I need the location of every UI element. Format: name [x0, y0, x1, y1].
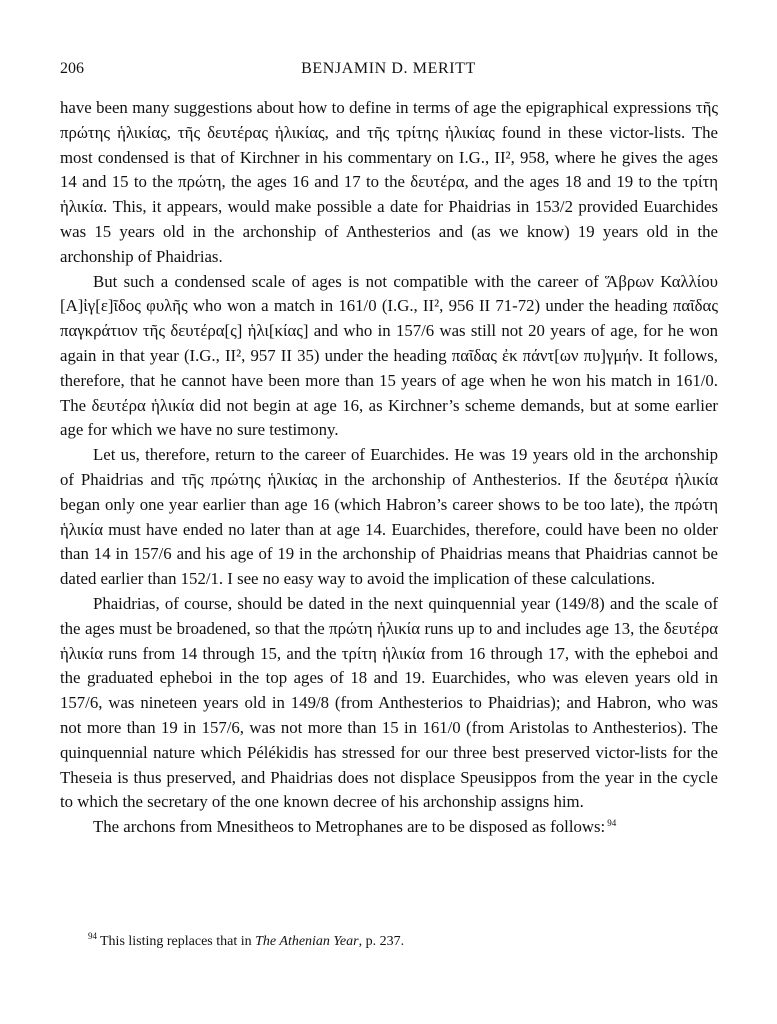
running-header [60, 60, 717, 84]
footnote [88, 931, 405, 950]
paragraph: But such a condensed scale of ages is not compatible with the career of Ἅβρων Καλλίου [Α]ἰγ[ε]ῖδος φυλῆς who won a match in 161/0 (I.G., II², 956 II 71-72) under the heading παῖδας παγκράτιον τῆς δευτέρα[ς] ἡλι[κίας] and who in 157/6 was still not 20 years of age, for he won again in that year (I.G., II², 957 II 35) under the heading παῖδας ἐκ πάντ[ων πυ]γμήν. It follows, therefore, that he cannot have been more than 15 years of age when he won his match in 161/0. The δευτέρα ἡλικία did not begin at age 16, as Kirchner’s scheme demands, but at some earlier age for which we have no sure testimony. [60, 271, 718, 440]
footnote-marker[interactable]: 94 [607, 817, 617, 828]
footnote-cited-title: The Athenian Year [255, 934, 359, 949]
footnote-text-before: This listing replaces that in [100, 934, 256, 949]
paragraph: have been many suggestions about how to define in terms of age the epigraphical expressions τῆς πρώτης ἡλικίας, τῆς δευτέρας ἡλικίας, and τῆς τρίτης ἡλικίας found in these victor-lists. The most condensed is that of Kirchner in his commentary on I.G., II², 958, where he gives the ages 14 and 15 to the πρώτη, the ages 16 and 17 to the δευτέρα, and the ages 18 and 19 to the τρίτη ἡλικία. This, it appears, would make possible a date for Phaidrias in 153/2 provided Euarchides was 15 years old in the archonship of Anthesterios and (as we know) 19 years old in the archonship of Phaidrias. [60, 98, 718, 266]
running-head-author: BENJAMIN D. MERITT [301, 60, 476, 77]
footnote-number: 94 [88, 931, 97, 942]
body-text [60, 96, 718, 840]
paragraph: Let us, therefore, return to the career of Euarchides. He was 19 years old in the archonship of Phaidrias and τῆς πρώτης ἡλικίας in the archonship of Anthesterios. If the δευτέρα ἡλικία began only one year earlier than age 16 (which Habron’s career shows to be too late), the πρώτη ἡλικία must have ended no later than at age 14. Euarchides, therefore, could have been no older than 14 in 157/6 and his age of 19 in the archonship of Phaidrias means that Phaidrias cannot be dated earlier than 152/1. I see no easy way to avoid the implication of these calculations. [60, 445, 718, 589]
paragraph-text: The archons from Mnesitheos to Metrophanes are to be disposed as follows: [93, 817, 606, 837]
paragraph: Phaidrias, of course, should be dated in the next quinquennial year (149/8) and the scale of the ages must be broadened, so that the πρώτη ἡλικία runs up to and includes age 13, the δευτέρα ἡλικία runs from 14 through 15, and the τρίτη ἡλικία from 16 through 17, with the epheboi and the graduated epheboi in the top ages of 18 and 19. Euarchides, who was eleven years old in 157/6, was nineteen years old in 149/8 (from Anthesterios to Phaidrias); and Habron, who was not more than 19 in 157/6, was not more than 15 in 161/0 (from Aristolas to Anthesterios). The quinquennial nature which Pélékidis has stressed for our three best preserved victor-lists for the Theseia is thus preserved, and Phaidrias does not displace Speusippos from the year in the cycle to which the secretary of the one known decree of his archonship assigns him. [60, 593, 718, 812]
page-number: 206 [60, 60, 84, 77]
footnote-text-after: , p. 237. [358, 934, 405, 949]
paragraph-with-footnote [60, 815, 718, 840]
